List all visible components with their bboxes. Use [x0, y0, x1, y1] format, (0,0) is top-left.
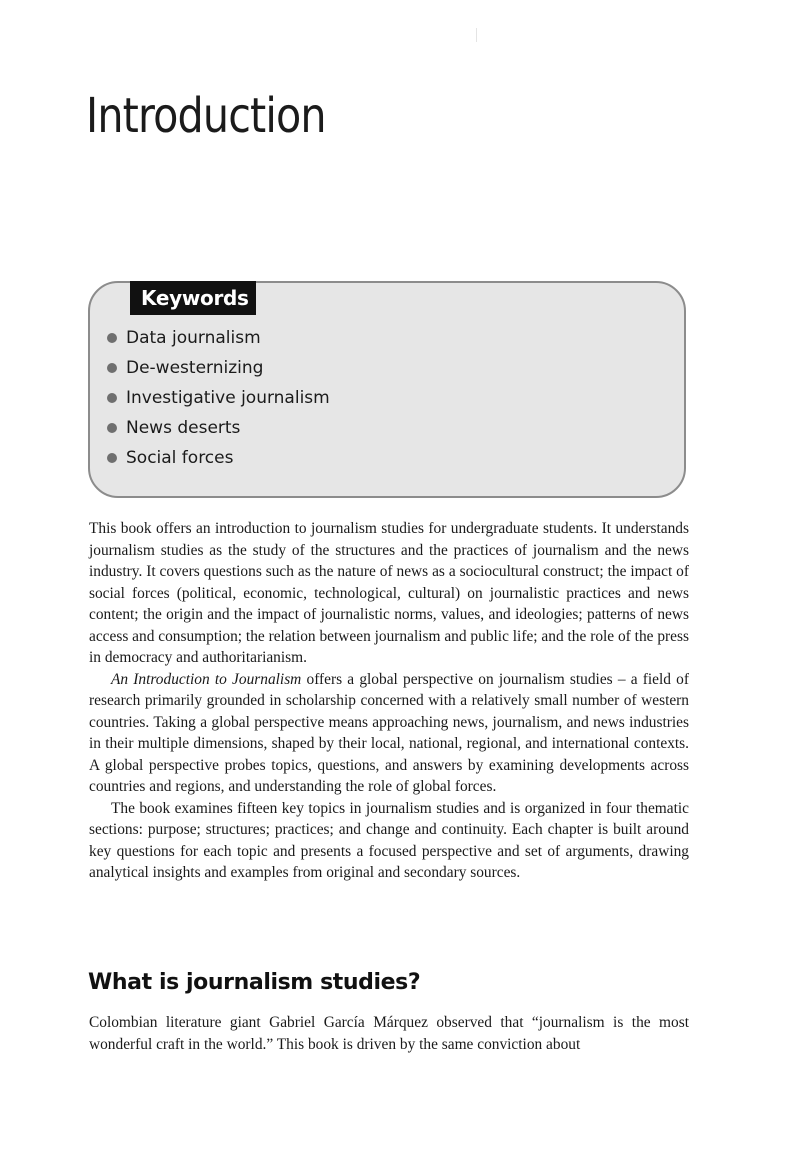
page-title: Introduction	[86, 88, 326, 144]
keyword-text: De-westernizing	[126, 358, 264, 378]
keyword-text: News deserts	[126, 418, 241, 438]
section-paragraph-1: Colombian literature giant Gabriel García Márquez observed that “journalism is the most wonderful craft in the world.” This book is driven by the same conviction about	[89, 1014, 689, 1053]
intro-paragraph-2-text: offers a global perspective on journalism studies – a field of research primarily grounded in scholarship concerned with a relatively small number of western countries. Taking a global perspective means approaching news, journalism, and news industries in their multiple dimensions, shaped by their local, national, regional, and international contexts. A global perspective probes topics, questions, and answers by examining developments across countries and regions, and understanding the role of global forces.	[89, 670, 689, 795]
section-text	[89, 1012, 689, 1055]
bullet-icon	[107, 423, 117, 433]
keyword-text: Social forces	[126, 448, 234, 468]
bullet-icon	[107, 363, 117, 373]
bullet-icon	[107, 333, 117, 343]
book-title-italic: An Introduction to Journalism	[111, 670, 302, 688]
keyword-text: Investigative journalism	[126, 388, 330, 408]
keyword-text: Data journalism	[126, 328, 261, 348]
keywords-heading: Keywords	[130, 281, 256, 315]
intro-paragraph-2	[89, 669, 689, 798]
intro-text	[89, 518, 689, 884]
keywords-box	[88, 281, 686, 498]
bullet-icon	[107, 453, 117, 463]
intro-paragraph-1: This book offers an introduction to journalism studies for undergraduate students. It understands journalism studies as the study of the structures and the practices of journalism and the news industry. It covers questions such as the nature of news as a sociocultural construct; the impact of social forces (political, economic, technological, cultural) on journalistic practices and news content; the origin and the impact of journalistic norms, values, and ideologies; patterns of news access and consumption; the relation between journalism and public life; and the role of the press in democracy and authoritarianism.	[89, 520, 689, 666]
section-heading: What is journalism studies?	[88, 970, 421, 995]
intro-paragraph-3: The book examines fifteen key topics in journalism studies and is organized in four thematic sections: purpose; structures; practices; and change and continuity. Each chapter is built around key questions for each topic and presents a focused perspective and set of arguments, drawing analytical insights and examples from original and secondary sources.	[89, 799, 689, 881]
bullet-icon	[107, 393, 117, 403]
page-mark	[476, 28, 477, 42]
